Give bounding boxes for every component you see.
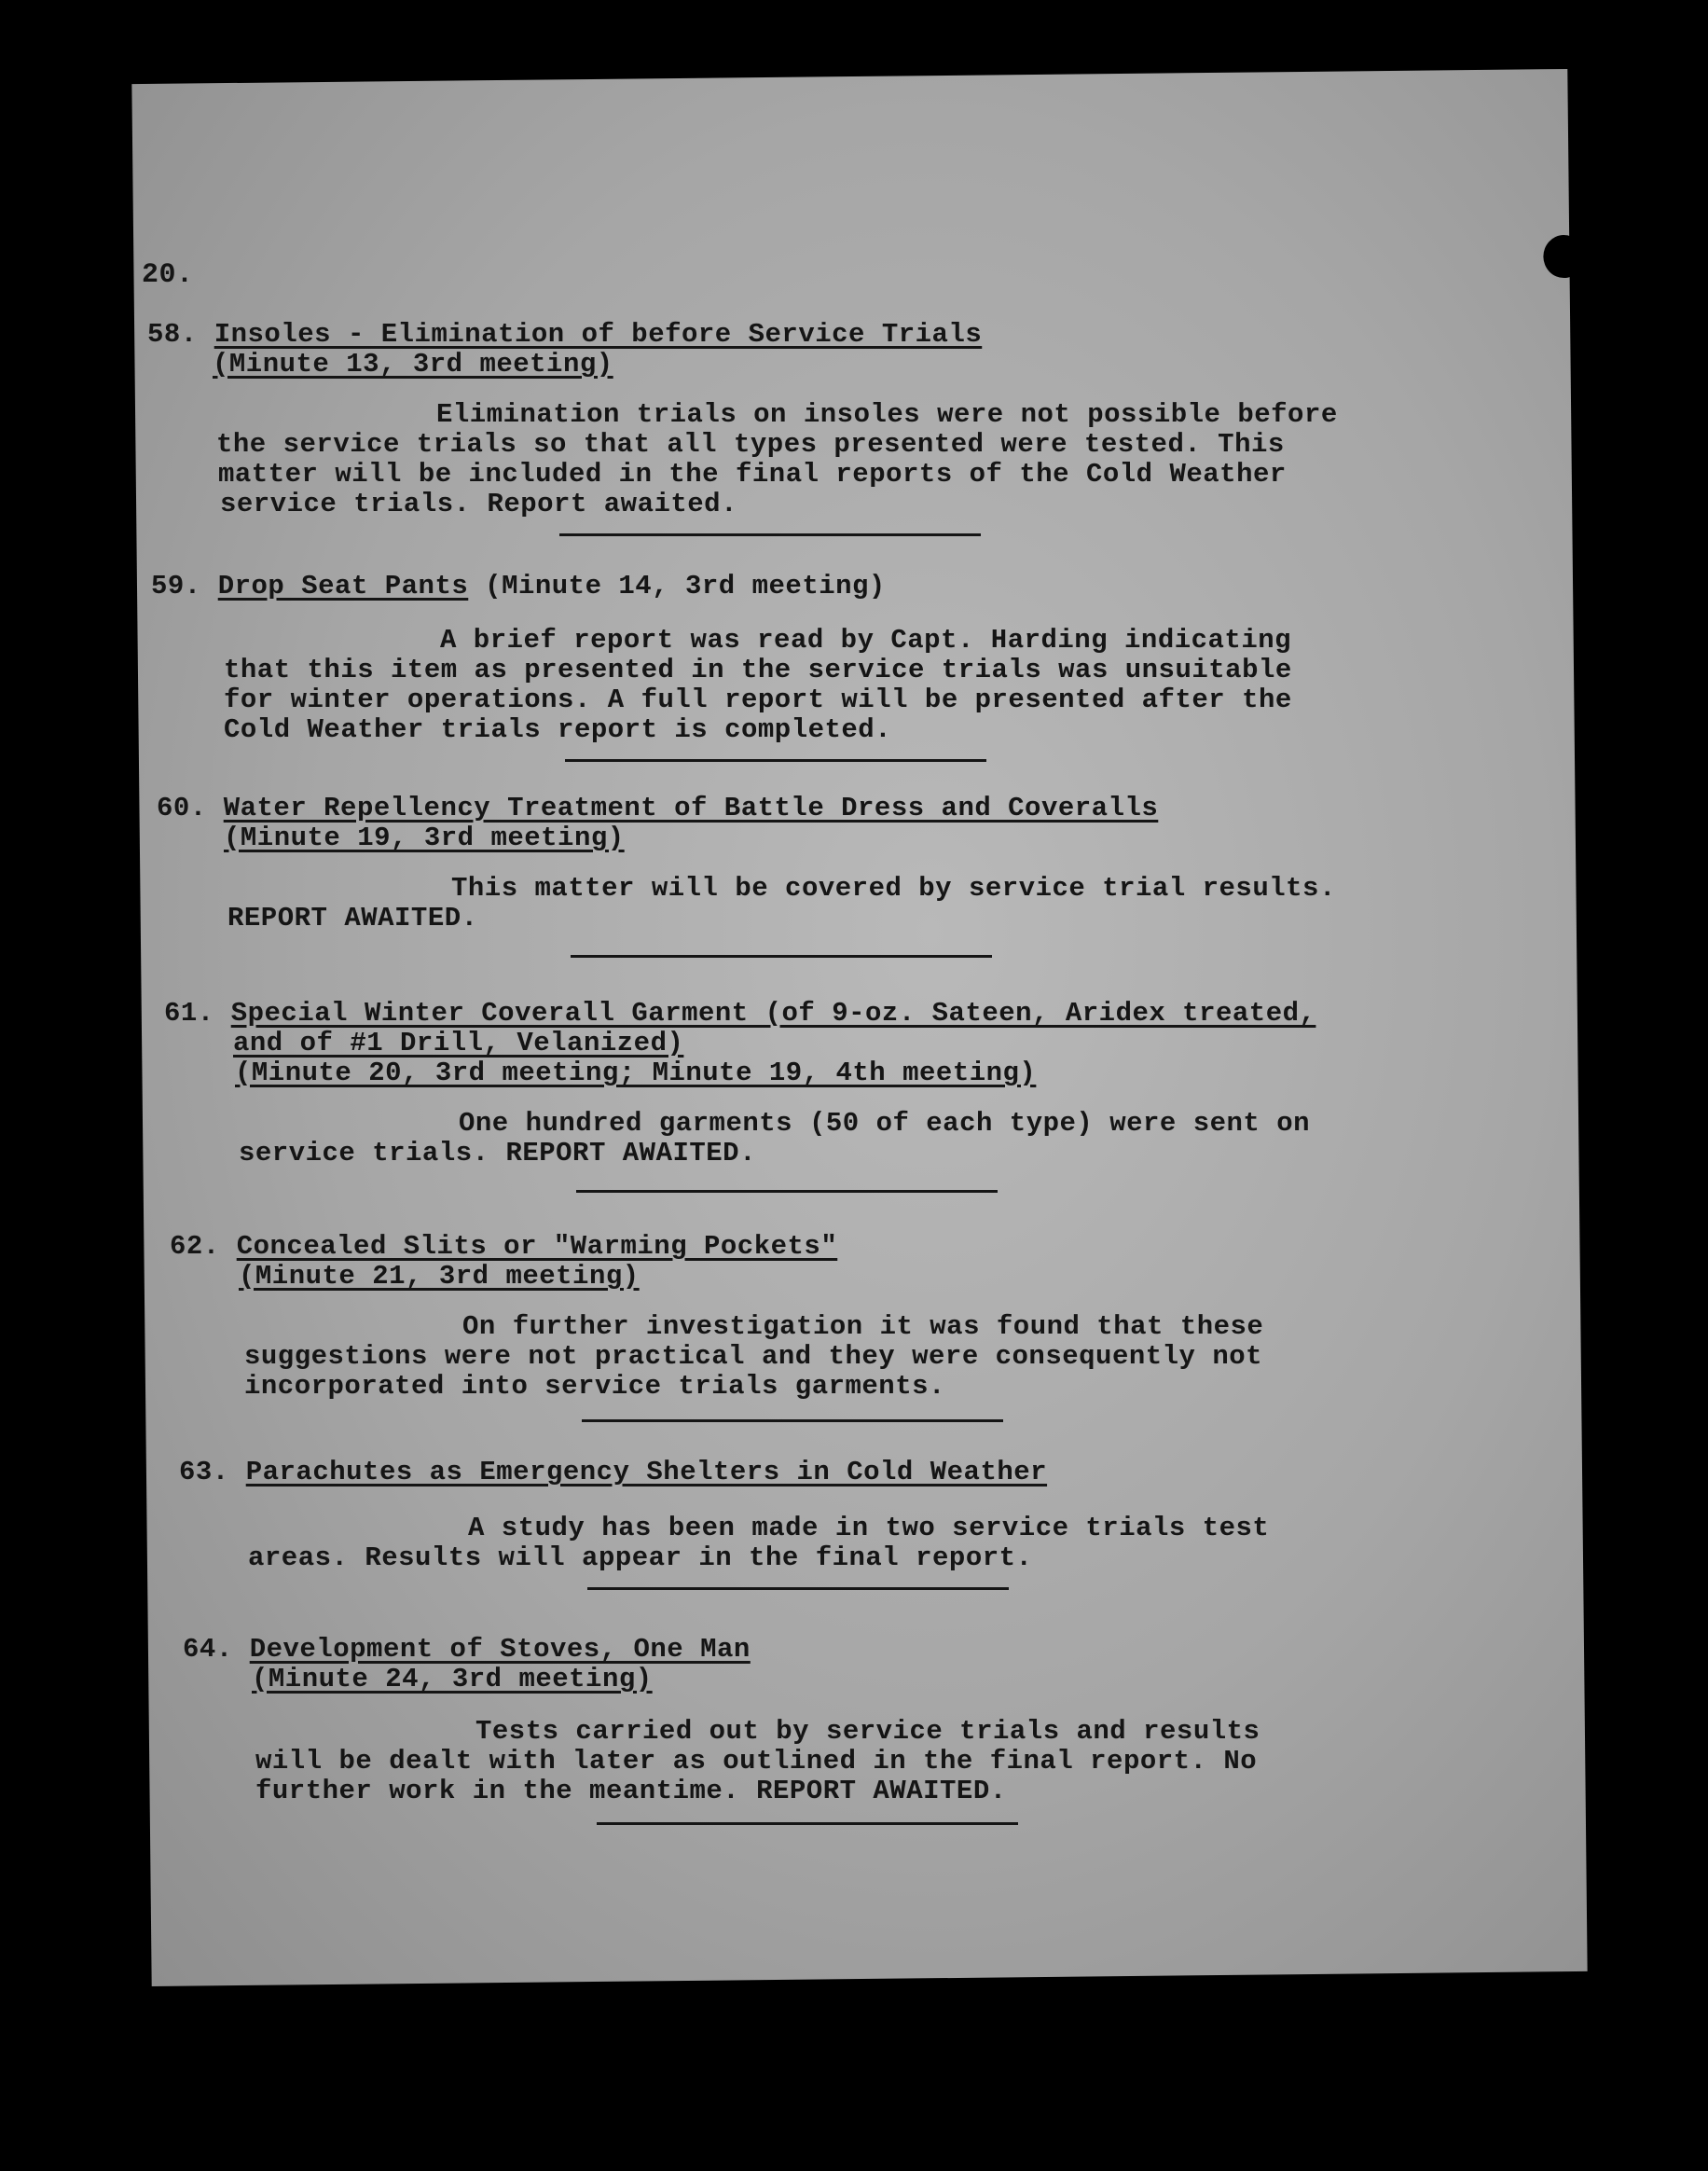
body-line: will be dealt with later as outlined in the final report. No [255, 1746, 1258, 1777]
item-heading [157, 793, 1158, 823]
body-line: REPORT AWAITED. [227, 903, 478, 933]
item-heading [147, 319, 982, 350]
minute-reference: (Minute 24, 3rd meeting) [252, 1664, 653, 1694]
page-number: 20. [142, 259, 194, 291]
item-number: 61. [164, 998, 214, 1029]
body-line: areas. Results will appear in the final report. [248, 1542, 1033, 1573]
item-heading [164, 998, 1315, 1029]
body-line: the service trials so that all types presented were tested. This [216, 429, 1285, 460]
section-divider [582, 1419, 1003, 1422]
item-number: 60. [157, 793, 207, 823]
section-divider [565, 759, 986, 762]
item-number: 63. [179, 1457, 229, 1487]
minute-reference: (Minute 21, 3rd meeting) [239, 1261, 640, 1292]
item-heading [183, 1634, 751, 1665]
body-line: that this item as presented in the service trials was unsuitable [224, 655, 1292, 685]
item-title-continued: and of #1 Drill, Velanized) [233, 1028, 684, 1058]
body-line: incorporated into service trials garments. [244, 1371, 945, 1402]
section-divider [571, 955, 992, 958]
body-line: service trials. REPORT AWAITED. [239, 1138, 756, 1168]
body-line: A study has been made in two service trials test [468, 1513, 1270, 1543]
item-title: Special Winter Coverall Garment (of 9-oz. Sateen, Aridex treated, [230, 998, 1316, 1029]
item-title-minute: (Minute 14, 3rd meeting) [468, 571, 886, 602]
body-line: A brief report was read by Capt. Harding indicating [440, 625, 1292, 656]
body-line: One hundred garments (50 of each type) were sent on [459, 1108, 1311, 1139]
item-title: Drop Seat Pants [217, 571, 469, 602]
minute-reference: (Minute 20, 3rd meeting; Minute 19, 4th meeting) [235, 1058, 1037, 1088]
item-title: Water Repellency Treatment of Battle Dress and Coveralls [223, 793, 1159, 823]
item-heading [170, 1231, 837, 1262]
body-line: This matter will be covered by service trial results. [451, 873, 1336, 904]
body-line: Cold Weather trials report is completed. [224, 714, 892, 745]
minute-reference: (Minute 19, 3rd meeting) [224, 823, 625, 853]
section-divider [587, 1587, 1009, 1590]
item-heading [179, 1457, 1047, 1487]
item-title: Concealed Slits or "Warming Pockets" [236, 1231, 838, 1262]
section-divider [576, 1190, 998, 1193]
body-line: matter will be included in the final reports of the Cold Weather [218, 459, 1287, 490]
body-line: service trials. Report awaited. [220, 489, 737, 519]
body-line: for winter operations. A full report will be presented after the [224, 684, 1292, 715]
body-line: Tests carried out by service trials and results [475, 1716, 1260, 1747]
section-divider [559, 533, 981, 536]
item-title: Development of Stoves, One Man [249, 1634, 751, 1665]
minute-reference: (Minute 13, 3rd meeting) [213, 349, 613, 380]
body-line: suggestions were not practical and they were consequently not [244, 1341, 1263, 1372]
item-number: 62. [170, 1231, 220, 1262]
section-divider [597, 1822, 1018, 1825]
item-number: 64. [183, 1634, 233, 1665]
body-line: On further investigation it was found that these [462, 1311, 1264, 1342]
item-number: 58. [147, 319, 198, 350]
item-heading [151, 571, 886, 602]
body-line: further work in the meantime. REPORT AWAITED. [255, 1776, 1007, 1806]
item-title: Parachutes as Emergency Shelters in Cold Weather [245, 1457, 1048, 1487]
item-number: 59. [151, 571, 201, 602]
body-line: Elimination trials on insoles were not possible before [436, 399, 1338, 430]
item-title: Insoles - Elimination of before Service Trials [214, 319, 983, 350]
